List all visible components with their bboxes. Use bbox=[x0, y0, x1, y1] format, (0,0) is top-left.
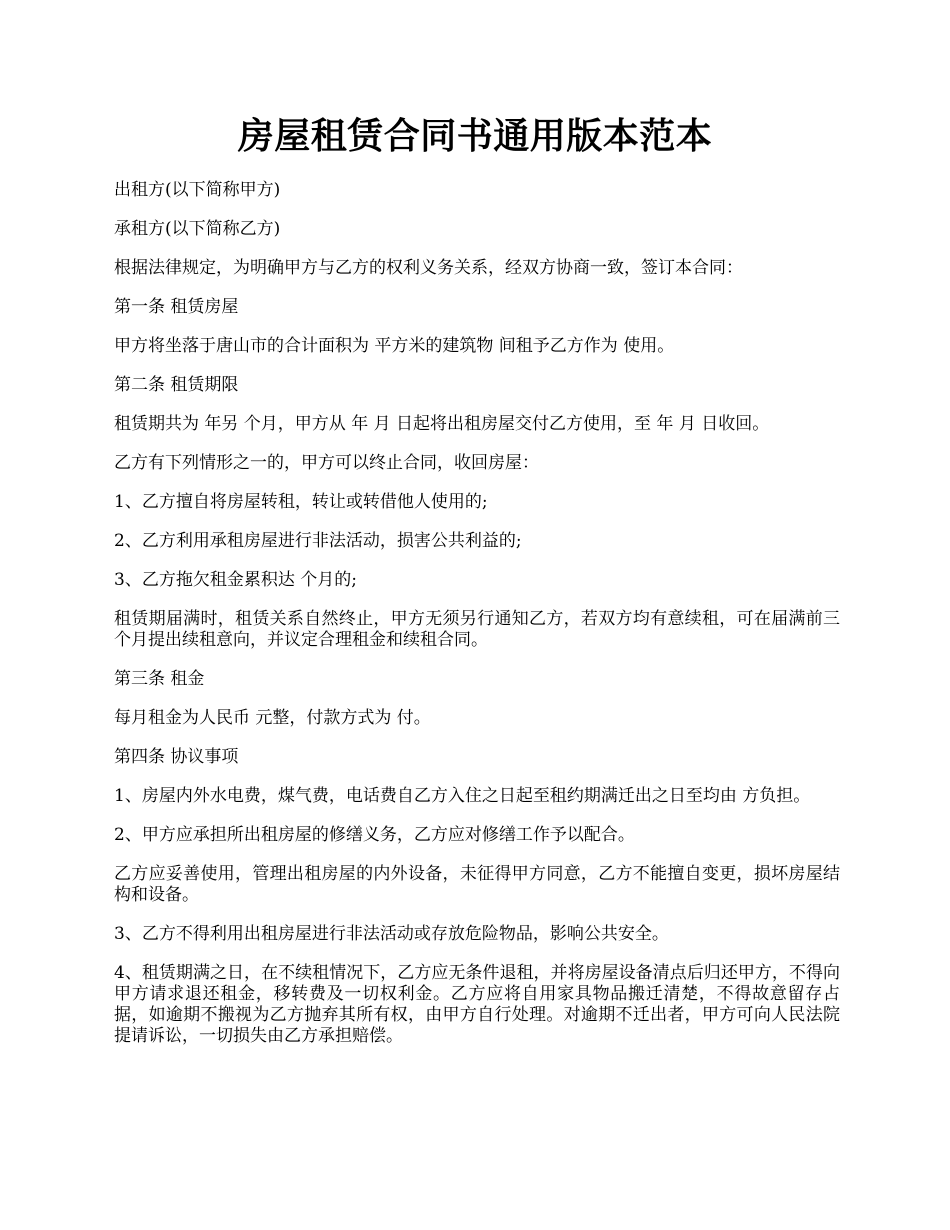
agreement-item-1: 1、房屋内外水电费，煤气费，电话费自乙方入住之日起至租约期满迁出之日至均由 方负担。 bbox=[114, 786, 811, 806]
termination-item-1: 1、乙方擅自将房屋转租，转让或转借他人使用的; bbox=[114, 492, 488, 512]
article-1-text: 甲方将坐落于唐山市的合计面积为 平方米的建筑物 间租予乙方作为 使用。 bbox=[114, 336, 675, 356]
article-4-heading: 第四条 协议事项 bbox=[114, 747, 239, 767]
agreement-item-3: 3、乙方不得利用出租房屋进行非法活动或存放危险物品，影响公共安全。 bbox=[114, 924, 669, 944]
article-1-heading: 第一条 租赁房屋 bbox=[114, 297, 239, 317]
agreement-item-2-detail: 乙方应妥善使用，管理出租房屋的内外设备，未征得甲方同意，乙方不能擅自变更，损坏房屋结构和设备。 bbox=[114, 864, 840, 905]
termination-intro: 乙方有下列情形之一的，甲方可以终止合同，收回房屋： bbox=[114, 453, 539, 473]
termination-item-2: 2、乙方利用承租房屋进行非法活动，损害公共利益的; bbox=[114, 531, 522, 551]
article-3-text: 每月租金为人民币 元整，付款方式为 付。 bbox=[114, 708, 431, 728]
document-body bbox=[114, 180, 840, 1065]
lease-expiry-text: 租赁期届满时，租赁关系自然终止，甲方无须另行通知乙方，若双方均有意续租，可在届满前三个月提出续租意向，并议定合理租金和续租合同。 bbox=[114, 609, 840, 650]
document-title: 房屋租赁合同书通用版本范本 bbox=[237, 115, 713, 157]
paragraph-preamble: 根据法律规定，为明确甲方与乙方的权利义务关系，经双方协商一致，签订本合同： bbox=[114, 258, 743, 278]
agreement-item-4: 4、租赁期满之日，在不续租情况下，乙方应无条件退租，并将房屋设备清点后归还甲方，不得向甲方请求退还租金，移转费及一切权利金。乙方应将自用家具物品搬迁清楚，不得故意留存占据，如逾期不搬视为乙方抛弃其所有权，由甲方自行处理。对逾期不迁出者，甲方可向人民法院提请诉讼，一切损失由乙方承担赔偿。 bbox=[114, 963, 840, 1046]
termination-item-3: 3、乙方拖欠租金累积达 个月的; bbox=[114, 570, 357, 590]
article-2-heading: 第二条 租赁期限 bbox=[114, 375, 239, 395]
article-3-heading: 第三条 租金 bbox=[114, 669, 205, 689]
paragraph-lessor: 出租方(以下简称甲方) bbox=[114, 180, 281, 200]
paragraph-lessee: 承租方(以下简称乙方) bbox=[114, 219, 281, 239]
agreement-item-2: 2、甲方应承担所出租房屋的修缮义务，乙方应对修缮工作予以配合。 bbox=[114, 825, 635, 845]
article-2-text: 租赁期共为 年另 个月，甲方从 年 月 日起将出租房屋交付乙方使用，至 年 月 日收回。 bbox=[114, 414, 770, 434]
